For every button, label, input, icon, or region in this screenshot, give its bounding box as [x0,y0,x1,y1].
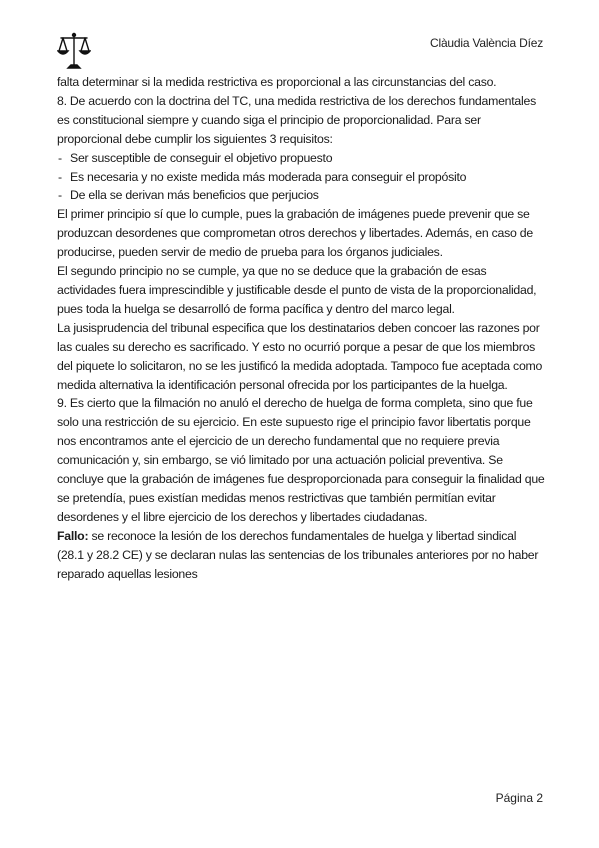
list-item-text: Es necesaria y no existe medida más moderada para conseguir el propósito [70,169,467,184]
author-name: Clàudia València Díez [430,36,543,50]
paragraph: El segundo principio no se cumple, ya que no se deduce que la grabación de esas actividades fuera imprescindible y justificable desde el punto de vista de la proporcionalidad, pues toda la huelga se desarrolló de forma pacífica y dentro del marco legal. [57,264,537,316]
list-item [57,168,545,187]
bullet-marker: - [58,169,62,184]
list-item [57,149,545,168]
list-item-text: De ella se derivan más beneficios que perjucios [70,188,319,203]
paragraph: 9. Es cierto que la filmación no anuló el derecho de huelga de forma completa, sino que fue solo una restricción de su ejercicio. En este supuesto rige el principio favor libertatis porque nos encontramos ante el ejercicio de un derecho fundamental que no requiere previa comunicación y, sin embargo, se vió limitado por una actuación policial preventiva. Se concluye que la grabación de imágenes fue desproporcionada para conseguir la finalidad que se pretendía, pues existían medidas menos restrictivas que también permitían evitar desordenes y el libre ejercicio de los derechos y libertades ciudadanas. [57,396,545,524]
list-item-text: Ser susceptible de conseguir el objetivo propuesto [70,150,333,165]
fallo-paragraph [57,527,545,584]
bullet-marker: - [58,150,62,165]
fallo-text: se reconoce la lesión de los derechos fundamentales de huelga y libertad sindical (28.1 y 28.2 CE) y se declaran nulas las sentencias de los tribunales anteriores por no haber reparado aquellas lesiones [57,528,539,581]
paragraph: La jusisprudencia del tribunal especifica que los destinatarios deben concoer las razones por las cuales su derecho es sacrificado. Y esto no ocurrió porque a pesar de que los miembros del piquete lo solicitaron, no se les justificó la medida adoptada. Tampoco fue aceptada como medida alternativa la identificación personal ofrecida por los participantes de la huelga. [57,320,543,392]
paragraph: falta determinar si la medida restrictiva es proporcional a las circunstancias del caso. [57,75,497,89]
page-number: Página 2 [495,791,543,805]
scales-of-justice-icon [57,32,91,70]
bullet-marker: - [58,188,62,203]
document-body [57,73,545,583]
list-item [57,186,545,205]
paragraph: 8. De acuerdo con la doctrina del TC, una medida restrictiva de los derechos fundamentales es constitucional siempre y cuando siga el principio de proporcionalidad. Para ser proporcional debe cumplir los siguientes 3 requisitos: [57,93,536,146]
fallo-label: Fallo: [57,528,89,543]
requirements-list [57,149,545,206]
paragraph: El primer principio sí que lo cumple, pues la grabación de imágenes puede prevenir que se produzcan desordenes que comprometan otros derechos y libertades. Además, en caso de producirse, pueden servir de medio de prueba para los órganos judiciales. [57,207,533,260]
